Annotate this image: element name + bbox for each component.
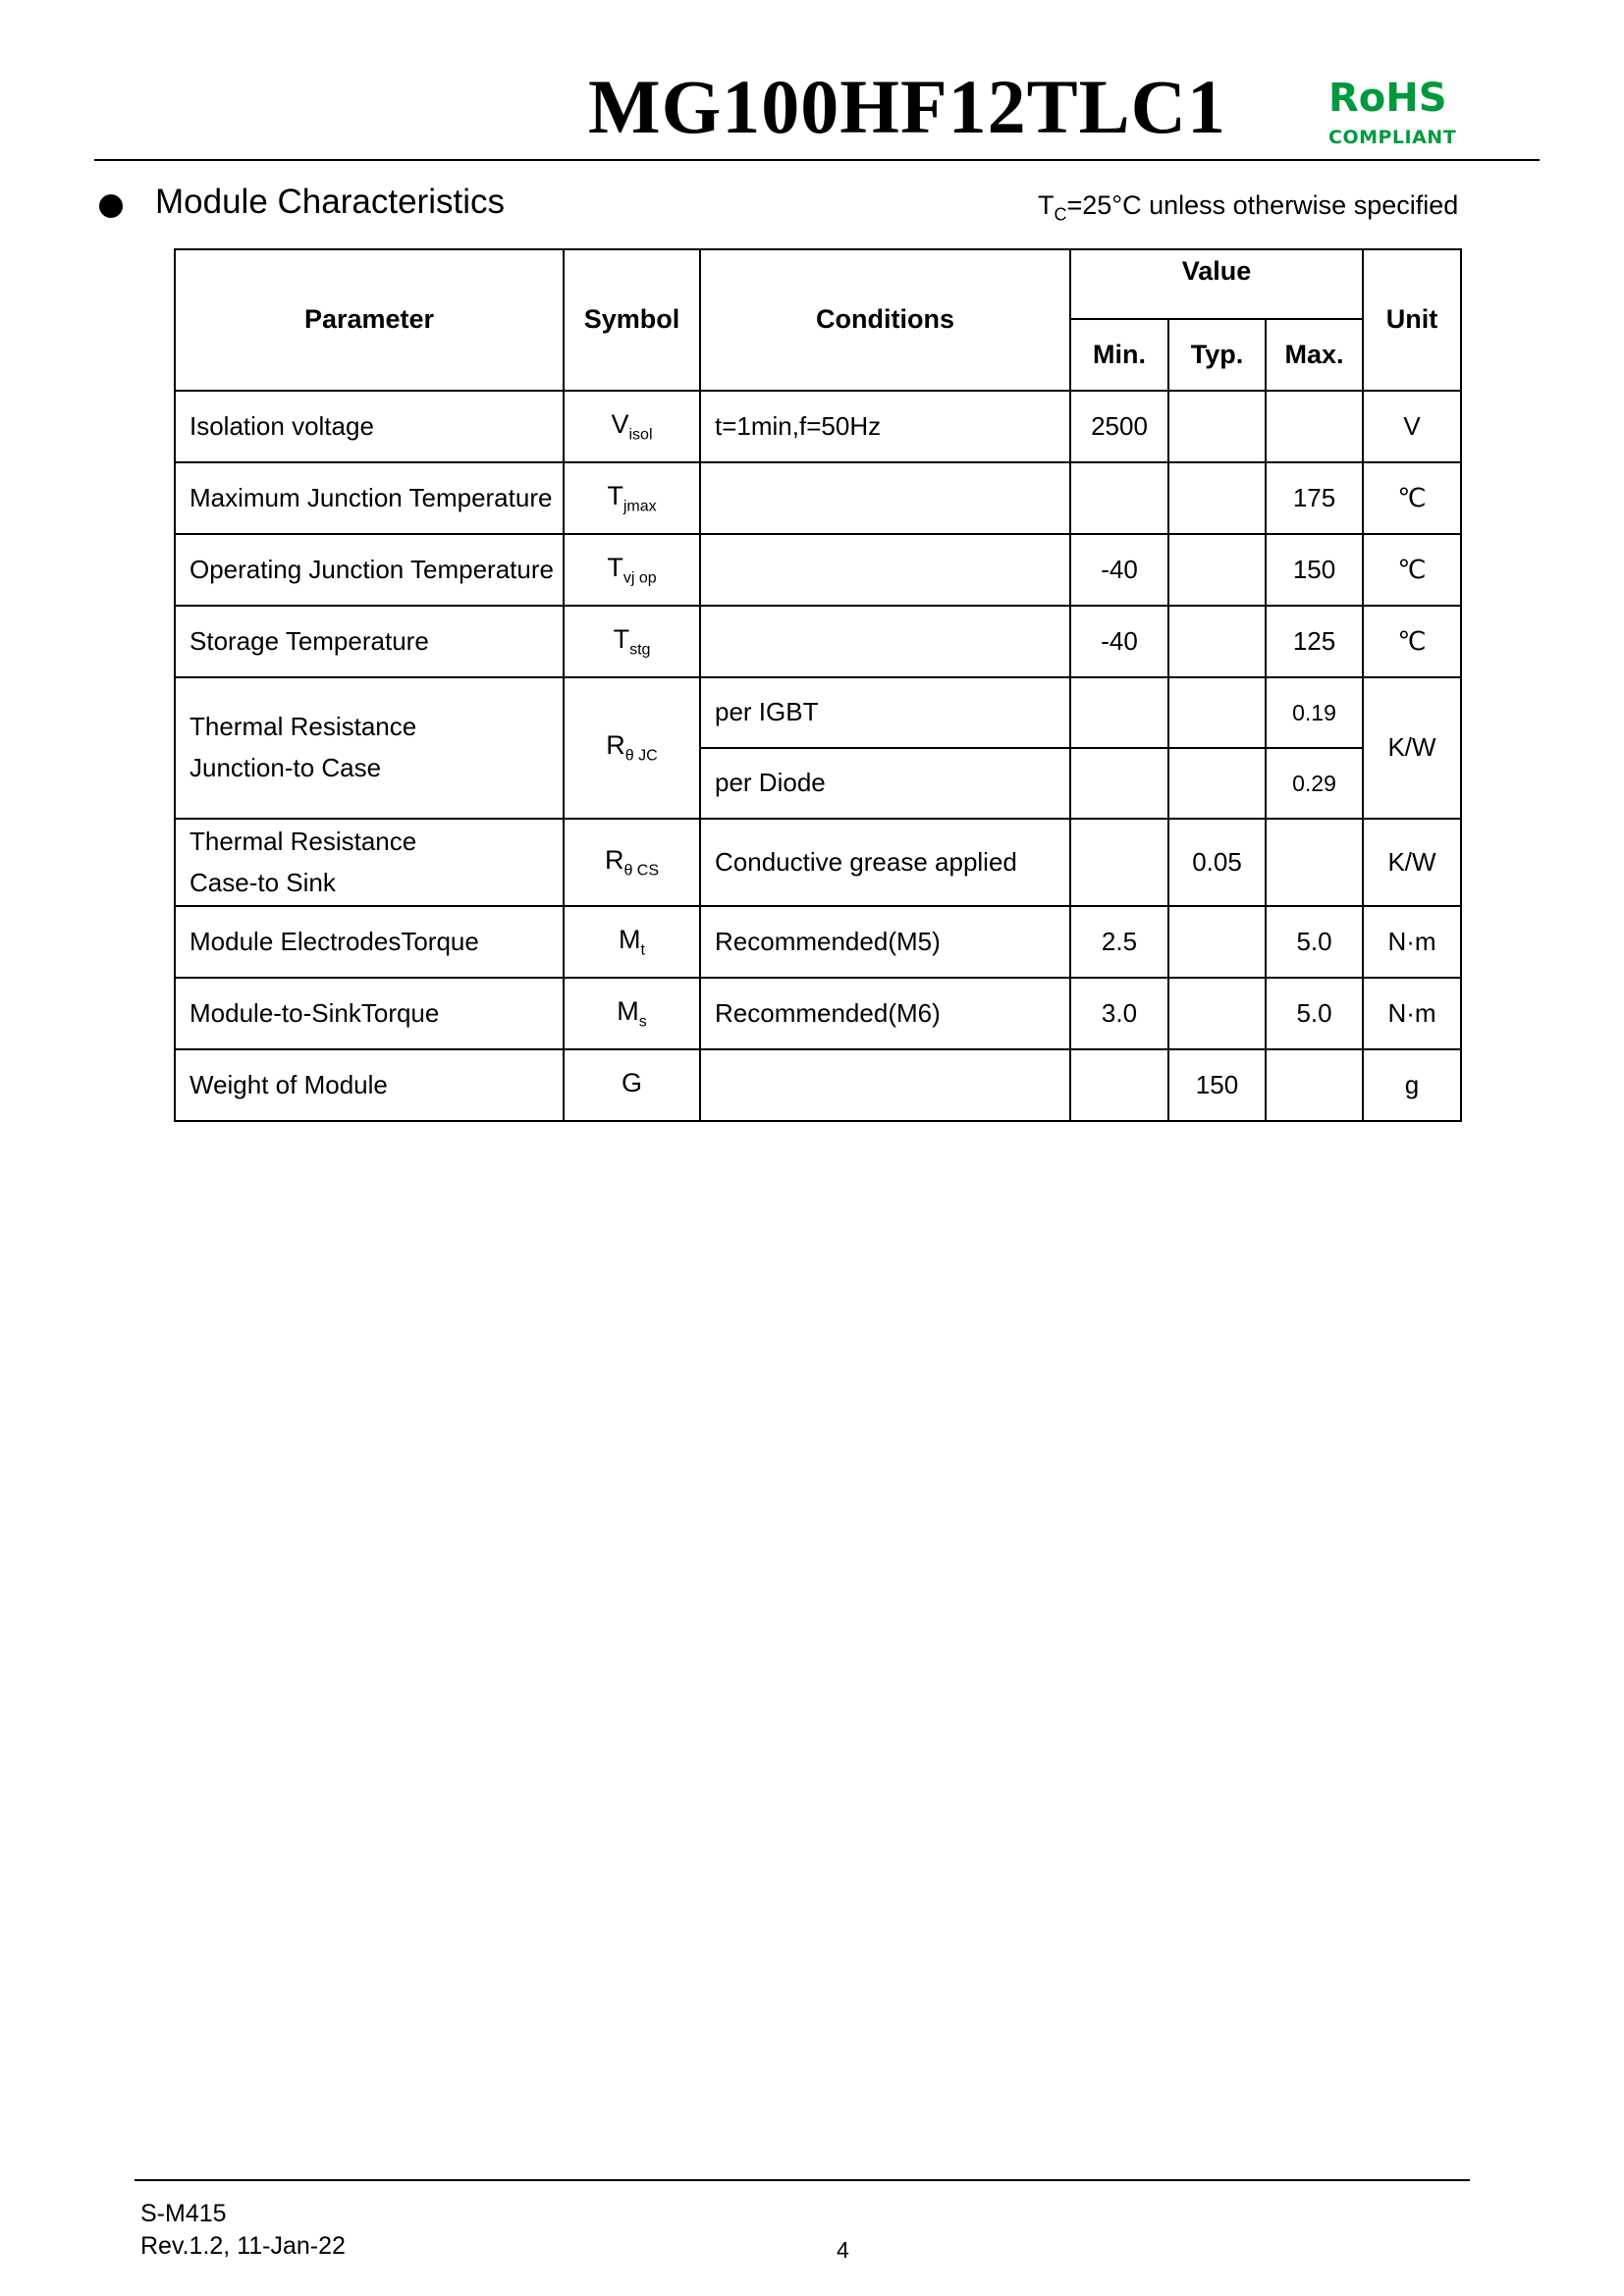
symbol-cell [564, 978, 700, 1049]
min-cell [1070, 677, 1168, 748]
max-cell: 150 [1266, 534, 1363, 606]
symbol-sub: θ CS [623, 862, 660, 879]
table-row [175, 677, 1461, 748]
bullet-icon [99, 194, 123, 218]
symbol-sub: t [640, 941, 645, 958]
min-cell [1070, 819, 1168, 906]
symbol-sub: jmax [623, 498, 657, 514]
max-cell [1266, 1049, 1363, 1121]
header-value: Value [1070, 249, 1363, 319]
conditions-cell: Recommended(M5) [700, 906, 1070, 978]
typ-cell [1168, 391, 1266, 462]
module-characteristics-table [174, 248, 1462, 1122]
symbol-sub: stg [629, 641, 651, 658]
symbol-main: R [606, 730, 625, 761]
header-parameter: Parameter [175, 249, 564, 391]
unit-cell: ℃ [1363, 462, 1461, 534]
symbol-cell [564, 677, 700, 819]
parameter-cell: Operating Junction Temperature [175, 534, 564, 606]
parameter-line-1: Thermal Resistance [189, 712, 417, 742]
typ-cell [1168, 677, 1266, 748]
max-cell: 5.0 [1266, 906, 1363, 978]
min-cell: 2500 [1070, 391, 1168, 462]
condition-note-symbol: T [1038, 190, 1055, 220]
unit-cell: V [1363, 391, 1461, 462]
section-title: Module Characteristics [155, 183, 505, 221]
symbol-main: M [617, 995, 639, 1026]
header-symbol: Symbol [564, 249, 700, 391]
condition-note-text: =25°C unless otherwise specified [1066, 190, 1459, 220]
condition-note-subscript: C [1054, 204, 1067, 225]
min-cell: 3.0 [1070, 978, 1168, 1049]
conditions-cell [700, 1049, 1070, 1121]
min-cell: -40 [1070, 534, 1168, 606]
max-cell: 175 [1266, 462, 1363, 534]
conditions-cell: Conductive grease applied [700, 819, 1070, 906]
symbol-main: T [607, 480, 623, 510]
max-cell [1266, 819, 1363, 906]
typ-cell [1168, 462, 1266, 534]
symbol-main: T [613, 623, 630, 654]
table-row [175, 462, 1461, 534]
header-typ: Typ. [1168, 319, 1266, 391]
symbol-main: G [621, 1067, 642, 1097]
max-cell: 125 [1266, 606, 1363, 677]
typ-cell [1168, 748, 1266, 819]
symbol-cell [564, 1049, 700, 1121]
max-cell: 0.19 [1266, 677, 1363, 748]
document-code: S-M415 [140, 2200, 227, 2227]
table-row [175, 1049, 1461, 1121]
unit-cell: N·m [1363, 978, 1461, 1049]
max-cell: 5.0 [1266, 978, 1363, 1049]
parameter-cell: Module-to-SinkTorque [175, 978, 564, 1049]
unit-cell: g [1363, 1049, 1461, 1121]
parameter-cell: Isolation voltage [175, 391, 564, 462]
table-row [175, 606, 1461, 677]
symbol-sub: isol [628, 426, 653, 443]
header-max: Max. [1266, 319, 1363, 391]
unit-cell: N·m [1363, 906, 1461, 978]
typ-cell [1168, 534, 1266, 606]
table-row [175, 534, 1461, 606]
rohs-compliant-label: COMPLIANT [1328, 127, 1457, 148]
parameter-line-1: Thermal Resistance [189, 826, 417, 856]
symbol-sub: s [638, 1013, 647, 1030]
min-cell: -40 [1070, 606, 1168, 677]
symbol-cell [564, 906, 700, 978]
header-divider [94, 159, 1540, 161]
typ-cell [1168, 906, 1266, 978]
typ-cell: 150 [1168, 1049, 1266, 1121]
parameter-cell [175, 677, 564, 819]
symbol-cell [564, 462, 700, 534]
header-min: Min. [1070, 319, 1168, 391]
conditions-cell: per Diode [700, 748, 1070, 819]
conditions-cell: per IGBT [700, 677, 1070, 748]
typ-cell [1168, 606, 1266, 677]
conditions-cell: Recommended(M6) [700, 978, 1070, 1049]
symbol-sub: θ JC [624, 747, 658, 765]
parameter-cell [175, 819, 564, 906]
min-cell: 2.5 [1070, 906, 1168, 978]
typ-cell: 0.05 [1168, 819, 1266, 906]
parameter-line-2: Junction-to Case [189, 753, 382, 782]
test-condition-note [1038, 192, 1458, 223]
table-row [175, 978, 1461, 1049]
symbol-cell [564, 606, 700, 677]
unit-cell: K/W [1363, 677, 1461, 819]
symbol-sub: vj op [623, 569, 657, 586]
unit-cell: ℃ [1363, 606, 1461, 677]
header-unit: Unit [1363, 249, 1461, 391]
parameter-cell: Storage Temperature [175, 606, 564, 677]
parameter-line-2: Case-to Sink [189, 867, 336, 897]
conditions-cell: t=1min,f=50Hz [700, 391, 1070, 462]
symbol-main: V [611, 408, 629, 439]
unit-cell: K/W [1363, 819, 1461, 906]
footer-divider [135, 2179, 1470, 2181]
parameter-cell: Module ElectrodesTorque [175, 906, 564, 978]
page-number: 4 [837, 2237, 849, 2263]
header-conditions: Conditions [700, 249, 1070, 391]
table-row [175, 819, 1461, 906]
symbol-main: R [604, 844, 624, 875]
part-number-title: MG100HF12TLC1 [588, 64, 1226, 149]
min-cell [1070, 1049, 1168, 1121]
rohs-logo: RoHS [1328, 76, 1447, 121]
max-cell [1266, 391, 1363, 462]
typ-cell [1168, 978, 1266, 1049]
min-cell [1070, 748, 1168, 819]
symbol-main: M [619, 924, 641, 954]
symbol-cell [564, 534, 700, 606]
conditions-cell [700, 606, 1070, 677]
parameter-cell: Maximum Junction Temperature [175, 462, 564, 534]
symbol-main: T [607, 552, 623, 582]
parameter-cell: Weight of Module [175, 1049, 564, 1121]
table-row [175, 906, 1461, 978]
table-row [175, 391, 1461, 462]
max-cell: 0.29 [1266, 748, 1363, 819]
conditions-cell [700, 462, 1070, 534]
min-cell [1070, 462, 1168, 534]
conditions-cell [700, 534, 1070, 606]
symbol-cell [564, 391, 700, 462]
symbol-cell [564, 819, 700, 906]
unit-cell: ℃ [1363, 534, 1461, 606]
document-revision: Rev.1.2, 11-Jan-22 [140, 2232, 346, 2260]
